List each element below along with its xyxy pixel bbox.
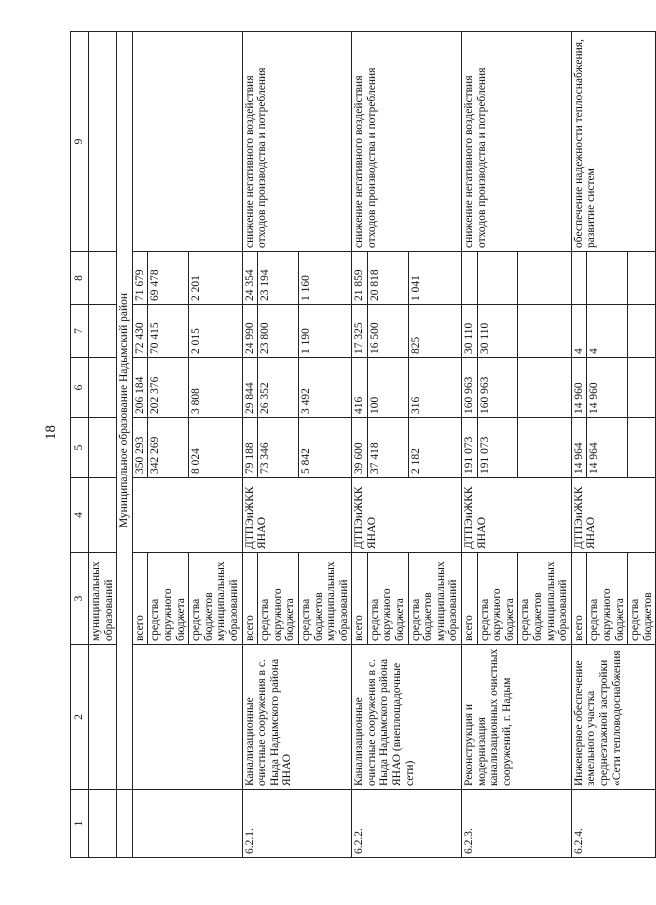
header-cell: 2 xyxy=(71,645,89,790)
value-cell: 79 188 xyxy=(242,418,258,478)
region-row xyxy=(117,32,133,858)
funding-source: средства бюджетов муниципальных образований xyxy=(189,553,242,645)
cell-empty xyxy=(89,305,117,358)
item-total-row xyxy=(571,32,587,858)
value-cell: 16 500 xyxy=(367,305,408,358)
value-cell: 14 960 xyxy=(587,358,628,418)
funding-source: средства окружного бюджета xyxy=(587,553,628,645)
cell-continued-text: муниципальных образований xyxy=(89,553,117,645)
cell-empty xyxy=(132,32,242,252)
value-cell xyxy=(518,418,571,478)
value-cell: 72 430 xyxy=(132,305,148,358)
value-cell: 2 182 xyxy=(408,418,461,478)
value-cell: 69 478 xyxy=(148,252,189,305)
value-cell xyxy=(571,252,587,305)
funding-source: средства окружного бюджета xyxy=(477,553,518,645)
value-cell: 342 269 xyxy=(148,418,189,478)
value-cell: 316 xyxy=(408,358,461,418)
header-cell: 4 xyxy=(71,478,89,553)
item-result: обеспечение надежности теплоснабжения, развитие систем xyxy=(571,32,656,252)
value-cell: 1 041 xyxy=(408,252,461,305)
value-cell xyxy=(628,305,656,358)
cell-empty xyxy=(89,252,117,305)
funding-source: средства бюджетов муниципальных образований xyxy=(298,553,351,645)
header-cell: 6 xyxy=(71,358,89,418)
value-cell: 825 xyxy=(408,305,461,358)
funding-source: всего xyxy=(571,553,587,645)
funding-source: средства окружного бюджета xyxy=(258,553,299,645)
cell-empty xyxy=(132,478,242,553)
budget-table xyxy=(70,31,656,858)
value-cell xyxy=(477,252,518,305)
value-cell: 70 415 xyxy=(148,305,189,358)
value-cell: 14 964 xyxy=(587,418,628,478)
item-executor: ДТПЭиЖКК ЯНАО xyxy=(571,478,656,553)
item-name: Канализационные очистные сооружения в с. Ныда Надымского района ЯНАО xyxy=(242,645,352,790)
header-row xyxy=(71,32,89,858)
item-total-row xyxy=(462,32,478,858)
value-cell: 1 160 xyxy=(298,252,351,305)
cell-empty xyxy=(89,645,117,790)
item-result: снижение негативного воздействия отходов производства и потребления xyxy=(242,32,352,252)
page-number: 18 xyxy=(43,425,59,440)
item-result: снижение негативного воздействия отходов производства и потребления xyxy=(462,32,572,252)
value-cell xyxy=(518,358,571,418)
value-cell: 2 015 xyxy=(189,305,242,358)
value-cell xyxy=(587,252,628,305)
item-name: Канализационные очистные сооружения в с. Ныда Надымского района ЯНАО (внеплощадочные сети) xyxy=(352,645,462,790)
value-cell: 416 xyxy=(352,358,368,418)
item-executor: ДТПЭиЖКК ЯНАО xyxy=(462,478,572,553)
item-result: снижение негативного воздействия отходов производства и потребления xyxy=(352,32,462,252)
region-total-row xyxy=(132,32,148,858)
value-cell: 8 024 xyxy=(189,418,242,478)
value-cell: 14 960 xyxy=(571,358,587,418)
item-total-row xyxy=(242,32,258,858)
header-cell: 8 xyxy=(71,252,89,305)
value-cell: 26 352 xyxy=(258,358,299,418)
item-number: 6.2.3. xyxy=(462,790,572,858)
value-cell: 3 808 xyxy=(189,358,242,418)
value-cell: 206 184 xyxy=(132,358,148,418)
header-cell: 1 xyxy=(71,790,89,858)
funding-source: всего xyxy=(352,553,368,645)
rotated-table-wrapper xyxy=(70,32,654,858)
item-name: Реконструкция и модернизация канализационных очистных сооружений, г. Надым xyxy=(462,645,572,790)
value-cell: 3 492 xyxy=(298,358,351,418)
value-cell xyxy=(628,252,656,305)
value-cell: 20 818 xyxy=(367,252,408,305)
funding-source: всего xyxy=(242,553,258,645)
value-cell: 160 963 xyxy=(477,358,518,418)
continuation-row xyxy=(89,32,117,858)
value-cell: 350 293 xyxy=(132,418,148,478)
value-cell xyxy=(628,358,656,418)
value-cell: 191 073 xyxy=(462,418,478,478)
value-cell: 29 844 xyxy=(242,358,258,418)
cell-empty xyxy=(89,32,117,252)
funding-source: всего xyxy=(462,553,478,645)
value-cell: 202 376 xyxy=(148,358,189,418)
funding-source: средства бюджетов муниципальных образований xyxy=(408,553,461,645)
item-total-row xyxy=(352,32,368,858)
value-cell: 37 418 xyxy=(367,418,408,478)
funding-source: средства окружного бюджета xyxy=(367,553,408,645)
value-cell: 23 800 xyxy=(258,305,299,358)
value-cell: 17 325 xyxy=(352,305,368,358)
item-number: 6.2.1. xyxy=(242,790,352,858)
header-cell: 5 xyxy=(71,418,89,478)
value-cell: 30 110 xyxy=(477,305,518,358)
value-cell: 23 194 xyxy=(258,252,299,305)
cell-empty xyxy=(89,790,117,858)
value-cell xyxy=(518,252,571,305)
cell-empty xyxy=(117,790,133,858)
item-executor: ДТПЭиЖКК ЯНАО xyxy=(352,478,462,553)
header-cell: 9 xyxy=(71,32,89,252)
value-cell: 39 600 xyxy=(352,418,368,478)
value-cell: 4 xyxy=(571,305,587,358)
value-cell: 4 xyxy=(587,305,628,358)
funding-source: всего xyxy=(132,553,148,645)
cell-empty xyxy=(89,358,117,418)
region-title: Муниципальное образование Надымский район xyxy=(117,32,133,790)
funding-source: средства бюджетов муниципальных образований xyxy=(518,553,571,645)
value-cell: 14 964 xyxy=(571,418,587,478)
value-cell: 30 110 xyxy=(462,305,478,358)
value-cell xyxy=(518,305,571,358)
value-cell: 2 201 xyxy=(189,252,242,305)
cell-empty xyxy=(89,418,117,478)
value-cell: 24 354 xyxy=(242,252,258,305)
value-cell: 71 679 xyxy=(132,252,148,305)
value-cell: 24 990 xyxy=(242,305,258,358)
value-cell: 73 346 xyxy=(258,418,299,478)
value-cell: 100 xyxy=(367,358,408,418)
item-executor: ДТПЭиЖКК ЯНАО xyxy=(242,478,352,553)
value-cell: 160 963 xyxy=(462,358,478,418)
item-name: Инженерное обеспечение земельного участка среднеэтажной застройки «Сети тепловодоснабжения xyxy=(571,645,656,790)
header-cell: 3 xyxy=(71,553,89,645)
value-cell xyxy=(462,252,478,305)
cell-empty xyxy=(89,478,117,553)
value-cell: 5 842 xyxy=(298,418,351,478)
cell-empty xyxy=(132,645,242,790)
cell-empty xyxy=(132,790,242,858)
value-cell xyxy=(628,418,656,478)
value-cell: 1 190 xyxy=(298,305,351,358)
funding-source: средства окружного бюджета xyxy=(148,553,189,645)
item-number: 6.2.2. xyxy=(352,790,462,858)
header-cell: 7 xyxy=(71,305,89,358)
value-cell: 21 859 xyxy=(352,252,368,305)
item-number: 6.2.4. xyxy=(571,790,656,858)
value-cell: 191 073 xyxy=(477,418,518,478)
funding-source: средства бюджетов xyxy=(628,553,656,645)
